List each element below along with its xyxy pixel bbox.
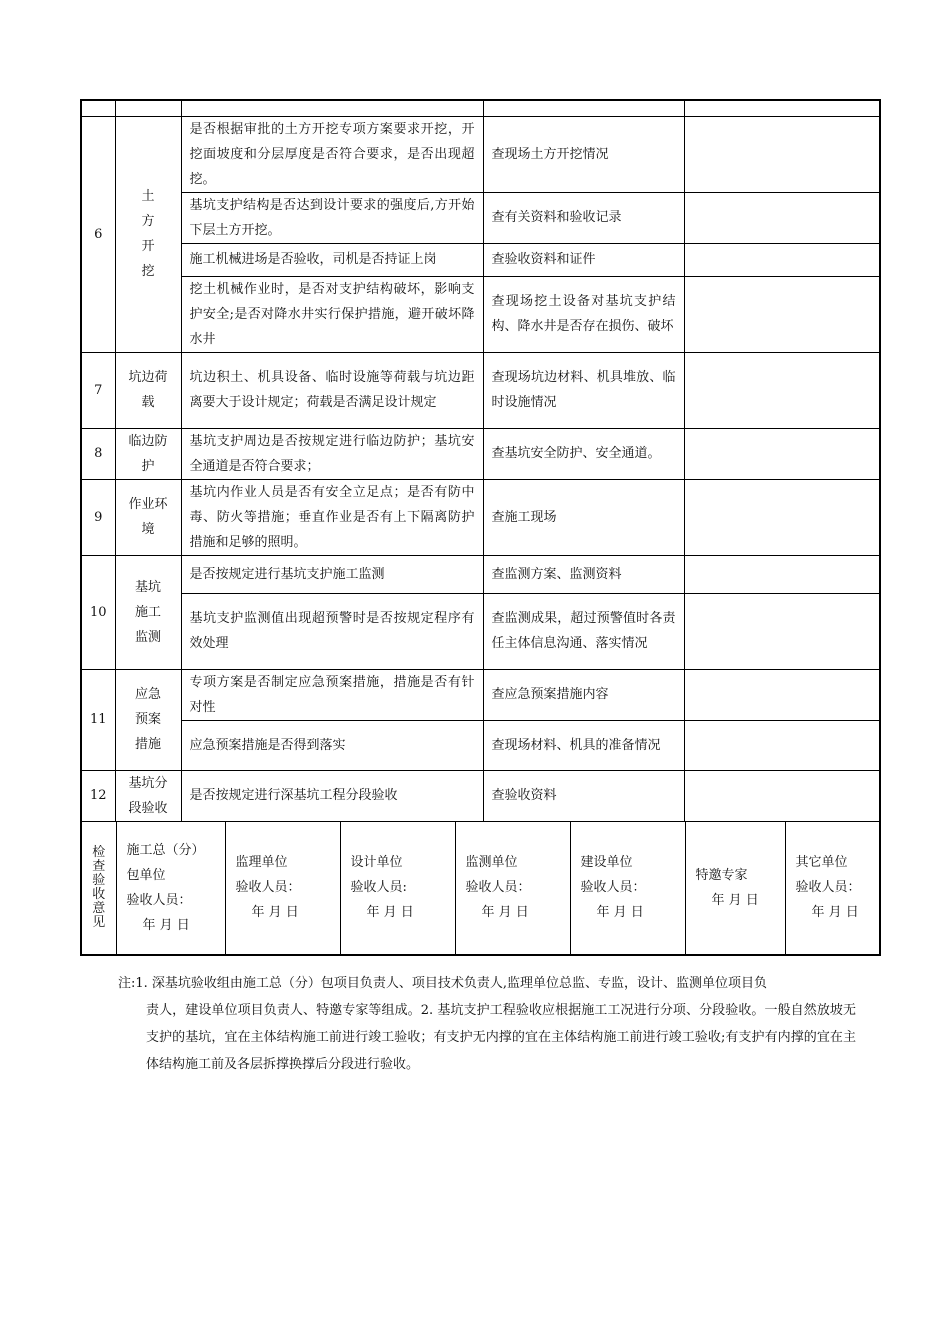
check-result: [684, 116, 880, 192]
empty-cell: [115, 100, 181, 116]
check-content: 是否按规定进行深基坑工程分段验收: [181, 770, 483, 821]
footnote: [118, 970, 856, 1078]
check-content: 坑边积土、机具设备、临时设施等荷载与坑边距离要大于设计规定；荷载是否满足设计规定: [181, 352, 483, 428]
inspection-table: [80, 99, 881, 956]
check-content: 施工机械进场是否验收，司机是否持证上岗: [181, 243, 483, 276]
signoff-label-char: 见: [92, 914, 106, 930]
category-text-line: 施工: [134, 604, 161, 620]
check-result: [684, 192, 880, 243]
check-content: 是否根据审批的土方开挖专项方案要求开挖，开挖面坡度和分层厚度是否符合要求，是否出现超挖。: [181, 116, 483, 192]
check-method: 查施工现场: [483, 479, 684, 555]
signoff-date: 年 月 日: [596, 905, 644, 920]
check-content: 基坑支护周边是否按规定进行临边防护；基坑安全通道是否符合要求；: [181, 428, 483, 479]
signoff-party: [685, 822, 785, 954]
category-text-line: 坑边荷: [128, 370, 168, 385]
footnote-first-line: 注:1. 深基坑验收组由施工总（分）包项目负责人、项目技术负责人,监理单位总监、专监，设计、监测单位项目负: [118, 976, 768, 991]
signoff-label-char: 检: [92, 844, 106, 860]
signoff-date: 年 月 日: [711, 892, 759, 908]
category-text-line: 临边防: [128, 433, 168, 449]
category-text-line: 措施: [134, 737, 161, 752]
check-method: 查验收资料和证件: [483, 243, 684, 276]
item-category: [115, 770, 181, 821]
category-text-line: 境: [141, 522, 155, 537]
check-method: 查基坑安全防护、安全通道。: [483, 428, 684, 479]
check-result: [684, 428, 880, 479]
check-content: 专项方案是否制定应急预案措施，措施是否有针对性: [181, 669, 483, 720]
signoff-label-char: 查: [92, 858, 106, 874]
signoff-table: [82, 822, 879, 954]
check-content: 是否按规定进行基坑支护施工监测: [181, 555, 483, 593]
check-content: 基坑内作业人员是否有安全立足点；是否有防中毒、防火等措施；垂直作业是否有上下隔离防护措施和足够的照明。: [181, 479, 483, 555]
category-text-line: 载: [141, 395, 155, 410]
signoff-party-line: 特邀专家: [695, 867, 748, 883]
category-text-line: 方: [141, 214, 155, 229]
signoff-date: 年 月 日: [811, 905, 859, 920]
signoff-party-line: 验收人员：: [465, 880, 531, 895]
signoff-party-line: 监测单位: [465, 855, 518, 870]
table-row: [81, 192, 880, 243]
signoff-party-line: 验收人员：: [235, 880, 301, 895]
check-content: 挖土机械作业时，是否对支护结构破坏，影响支护安全;是否对降水井实行保护措施，避开破坏降水井: [181, 276, 483, 352]
signoff-cell: [81, 821, 880, 955]
item-number: 6: [81, 116, 115, 352]
check-method: 查应急预案措施内容: [483, 669, 684, 720]
signoff-label: [82, 822, 116, 954]
category-text-line: 护: [141, 458, 155, 474]
check-method: 查监测成果，超过预警值时各责任主体信息沟通、落实情况: [483, 593, 684, 669]
signoff-date: 年 月 日: [366, 905, 414, 920]
table-row: [81, 276, 880, 352]
category-text-line: 作业环: [128, 497, 168, 512]
check-content: 基坑支护监测值出现超预警时是否按规定程序有效处理: [181, 593, 483, 669]
signoff-party: [455, 822, 570, 954]
category-text-line: 预案: [134, 712, 161, 727]
top-empty-row: [81, 100, 880, 116]
footnote-continuation: 责人，建设单位项目负责人、特邀专家等组成。2. 基坑支护工程验收应根据施工工况进行分项、分段验收。一般自然放坡无支护的基坑，宜在主体结构施工前进行竣工验收；有支护无内撑的宜在主体结构施工前进行竣工验收;有支护有内撑的宜在主体结构施工前及各层拆撑换撑后分段进行验收。: [146, 1003, 856, 1072]
check-method: 查现场材料、机具的准备情况: [483, 720, 684, 770]
check-result: [684, 555, 880, 593]
signoff-party: [340, 822, 455, 954]
check-method: 查监测方案、监测资料: [483, 555, 684, 593]
check-content: 基坑支护结构是否达到设计要求的强度后,方开始下层土方开挖。: [181, 192, 483, 243]
item-number: 9: [81, 479, 115, 555]
check-content: 应急预案措施是否得到落实: [181, 720, 483, 770]
check-result: [684, 669, 880, 720]
item-category: [115, 428, 181, 479]
category-text-line: 监测: [134, 629, 161, 645]
check-method: 查现场坑边材料、机具堆放、临时设施情况: [483, 352, 684, 428]
check-result: [684, 593, 880, 669]
signoff-party: [225, 822, 340, 954]
signoff-party-line: 验收人员:: [350, 880, 407, 895]
signoff-party-line: 其它单位: [795, 855, 848, 870]
signoff-party: [570, 822, 685, 954]
table-row: [81, 555, 880, 593]
signoff-party: [116, 822, 225, 954]
table-row: [81, 243, 880, 276]
table-row: [81, 116, 880, 192]
item-category: [115, 479, 181, 555]
empty-cell: [81, 100, 115, 116]
signoff-label-char: 收: [92, 886, 106, 902]
item-category: [115, 352, 181, 428]
item-number: 7: [81, 352, 115, 428]
empty-cell: [181, 100, 483, 116]
signoff-label-char: 意: [92, 900, 106, 916]
check-method: 查有关资料和验收记录: [483, 192, 684, 243]
signoff-party: [785, 822, 879, 954]
empty-cell: [684, 100, 880, 116]
category-text-line: 开: [141, 239, 155, 254]
check-result: [684, 243, 880, 276]
table-row: [81, 352, 880, 428]
check-method: 查现场土方开挖情况: [483, 116, 684, 192]
signoff-date: 年 月 日: [251, 905, 299, 920]
item-number: 8: [81, 428, 115, 479]
category-text-line: 挖: [141, 264, 155, 279]
item-number: 10: [81, 555, 115, 669]
check-method: 查验收资料: [483, 770, 684, 821]
empty-cell: [483, 100, 684, 116]
table-row: [81, 593, 880, 669]
signoff-party-line: 设计单位: [350, 855, 403, 870]
item-number: 11: [81, 669, 115, 770]
signoff-party-line: 验收人员：: [580, 880, 646, 895]
category-text-line: 基坑: [134, 579, 161, 595]
signoff-party-line: 施工总（分）: [126, 842, 205, 858]
item-number: 12: [81, 770, 115, 821]
signoff-party-line: 建设单位: [580, 855, 633, 870]
table-row: [81, 479, 880, 555]
signoff-party-line: 监理单位: [235, 855, 288, 870]
signoff-party-line: 包单位: [126, 867, 166, 883]
signoff-party-line: 验收人员：: [795, 880, 861, 895]
check-result: [684, 720, 880, 770]
item-category: [115, 669, 181, 770]
category-text-line: 土: [141, 189, 155, 204]
check-method: 查现场挖土设备对基坑支护结构、降水井是否存在损伤、破坏: [483, 276, 684, 352]
signoff-date: 年 月 日: [481, 905, 529, 920]
signoff-party-line: 验收人员：: [126, 892, 192, 908]
item-category: [115, 116, 181, 352]
item-category: [115, 555, 181, 669]
table-row: [81, 669, 880, 720]
signoff-row: [81, 821, 880, 955]
inspection-table-body: [81, 100, 880, 955]
check-result: [684, 479, 880, 555]
table-row: [81, 720, 880, 770]
category-text-line: 段验收: [128, 800, 168, 816]
table-row: [81, 770, 880, 821]
category-text-line: 基坑分: [128, 775, 168, 791]
check-result: [684, 770, 880, 821]
check-result: [684, 352, 880, 428]
check-result: [684, 276, 880, 352]
category-text-line: 应急: [134, 687, 161, 702]
signoff-date: 年 月 日: [142, 917, 190, 933]
signoff-label-char: 验: [92, 872, 106, 888]
table-row: [81, 428, 880, 479]
